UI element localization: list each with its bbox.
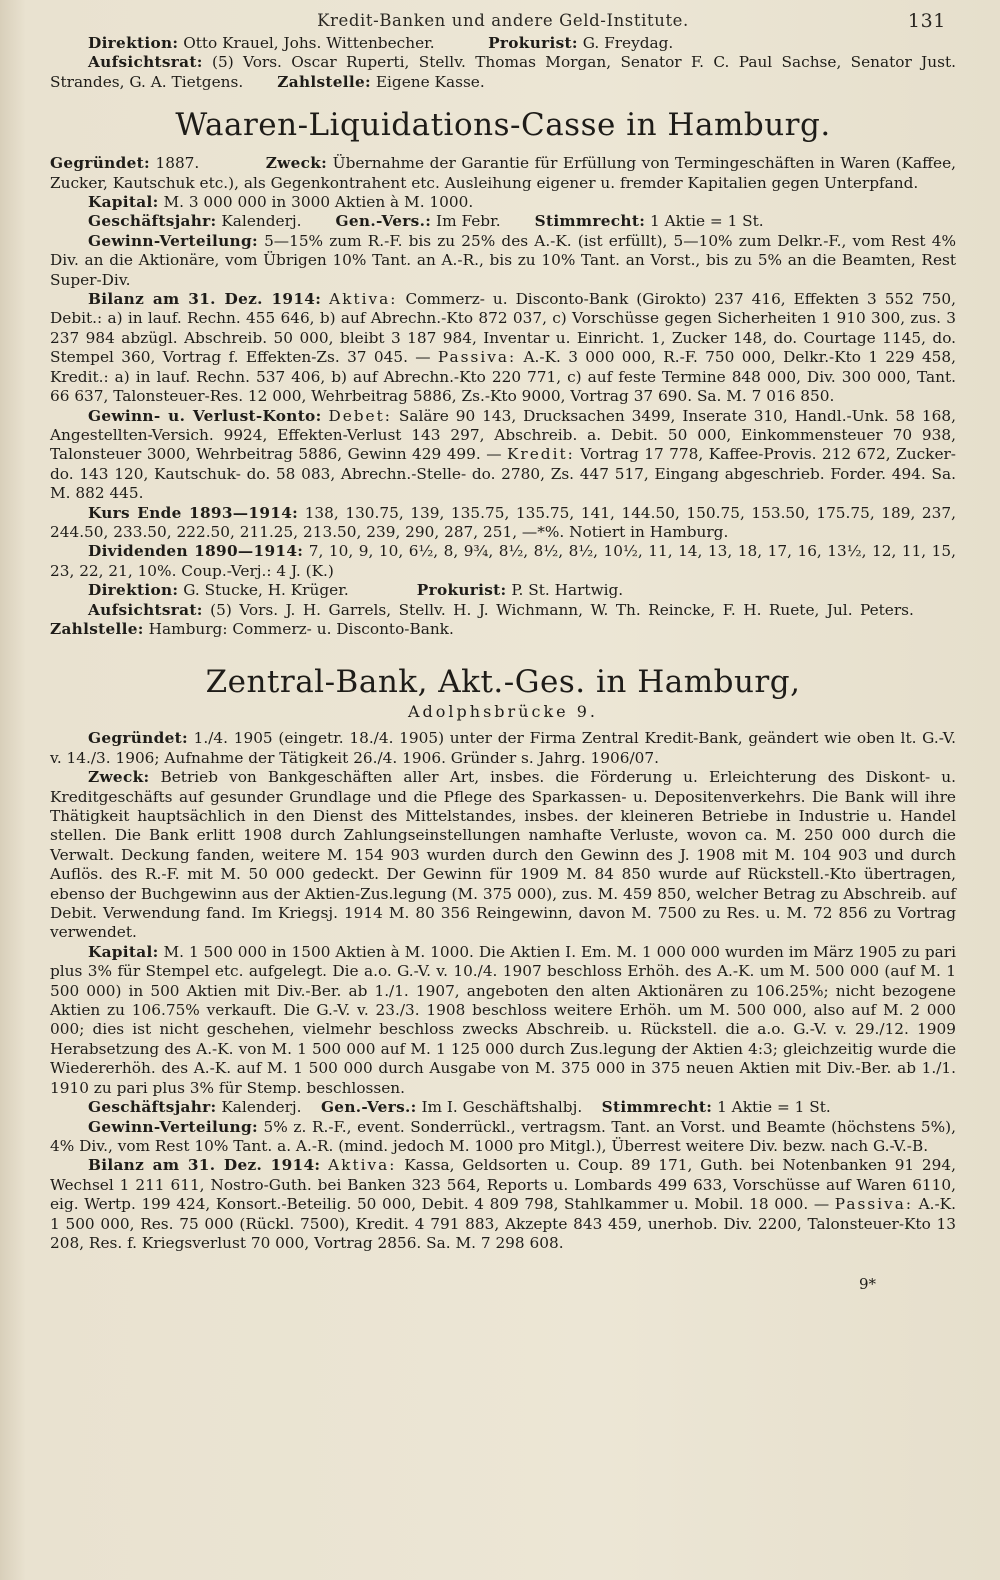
entry1-aufsichtsrat-label: Aufsichtsrat:	[88, 600, 203, 619]
entry1-geschaeftsjahr	[50, 212, 956, 231]
entry1-kredit-label: Kredit:	[507, 445, 575, 464]
entry2-zweck	[50, 768, 956, 943]
entry1-dividenden-label: Dividenden 1890—1914:	[88, 542, 304, 561]
entry2-title: Zentral-Bank, Akt.-Ges. in Hamburg,	[205, 664, 801, 701]
running-head-title: Kredit-Banken und andere Geld-Institute.	[317, 11, 689, 30]
prev-zahlstelle-text: Eigene Kasse.	[375, 72, 485, 91]
entry1-genvers-text: Im Febr.	[436, 212, 501, 231]
entry2-zweck-text: Betrieb von Bankgeschäften aller Art, insbes. die Förderung u. Erleichterung des Diskont- u. Kreditgeschäfts auf gesunder Grundlage und die Pflege des Sparkassen- u. Depositenverkehrs. Die Bank will ihre Thätigkeit hauptsächlich in den Dienst des Mittelstandes, insbes. der kleineren Betriebe in Industrie u. Handel stellen. Die Bank erlitt 1908 durch Zahlungseinstellungen namhafte Verluste, wovon ca. M. 250 000 durch die Verwalt. Deckung fanden, weitere M. 154 903 wurden durch den Gewinn des J. 1908 mit M. 104 903 und durch Auflös. des R.-F. mit M. 50 000 gedeckt. Der Gewinn für 1909 M. 84 850 wurde auf Rückstell.-Kto übertragen, ebenso der Buchgewinn aus der Aktien-Zus.legung (M. 375 000), zus. M. 459 850, welcher Betrag zu Abschreib. auf Debit. Verwendung fand. Im Kriegsj. 1914 M. 80 356 Reingewinn, davon M. 7500 zu Res. u. M. 72 856 zu Vortrag verwendet.	[50, 768, 956, 942]
entry1-geschaeftsjahr-text: Kalenderj.	[221, 212, 302, 231]
entry2-geschaeftsjahr	[50, 1098, 956, 1117]
entry1-gegruendet-label: Gegründet:	[50, 154, 150, 173]
entry1-gewinn-label: Gewinn-Verteilung:	[88, 231, 258, 250]
entry1-genvers-label: Gen.-Vers.:	[335, 212, 432, 231]
entry1-kurs	[50, 504, 956, 543]
entry2-gewinn-label: Gewinn-Verteilung:	[88, 1117, 258, 1136]
entry1-guv-debet: Saläre 90 143, Drucksachen 3499, Inserate 310, Handl.-Unk. 58 168, Angestellten-Versich. 9924, Effekten-Verlust 143 297, Abschreib. a. Debit. 50 000, Einkommensteuer 70 938, Talonsteuer 3000, Wehrbeitrag 5886, Gewinn 429 499. —	[50, 406, 956, 464]
entry2-aktiva-label: Aktiva:	[328, 1156, 397, 1175]
entry2-geschaeftsjahr-text: Kalenderj.	[221, 1098, 302, 1117]
entry2-kapital-label: Kapital:	[88, 942, 159, 961]
entry1-kapital-text: M. 3 000 000 in 3000 Aktien à M. 1000.	[163, 193, 474, 212]
entry1-stimmrecht-text: 1 Aktie = 1 St.	[650, 212, 764, 231]
prev-aufsichtsrat	[50, 53, 956, 92]
entry1-direktion-label: Direktion:	[88, 581, 179, 600]
prev-aufsichtsrat-label: Aufsichtsrat:	[88, 53, 203, 72]
entry1-bilanz	[50, 290, 956, 406]
entry1-passiva-label: Passiva:	[437, 348, 517, 367]
entry2-passiva-label: Passiva:	[834, 1195, 913, 1214]
entry2-bilanz-passiva: A.-K. 1 500 000, Res. 75 000 (Rückl. 7500), Kredit. 4 791 883, Akzepte 843 459, unerhob. Div. 2200, Talonsteuer-Kto 13 208, Res. f. Kriegsverlust 70 000, Vortrag 2856. Sa. M. 7 298 608.	[50, 1195, 956, 1252]
prev-aufsichtsrat-text: (5) Vors. Oscar Ruperti, Stellv. Thomas Morgan, Senator F. C. Paul Sachse, Senator Just. Strandes, G. A. Tietgens.	[50, 53, 956, 91]
entry2-zweck-label: Zweck:	[88, 768, 150, 787]
entry2-kapital	[50, 943, 956, 1098]
prev-prokurist-text: G. Freydag.	[582, 34, 674, 52]
entry1-guv-label: Gewinn- u. Verlust-Konto:	[88, 406, 322, 425]
entry2-gegruendet-text: 1./4. 1905 (eingetr. 18./4. 1905) unter der Firma Zentral Kredit-Bank, geändert wie oben lt. G.-V. v. 14./3. 1906; Aufnahme der Tätigkeit 26./4. 1906. Gründer s. Jahrg. 1906/07.	[50, 729, 956, 767]
entry2-stimmrecht-text: 1 Aktie = 1 St.	[717, 1098, 831, 1117]
prev-zahlstelle-label: Zahlstelle:	[277, 72, 371, 91]
entry1-aufsichtsrat	[50, 601, 956, 640]
entry1-zahlstelle-text: Hamburg: Commerz- u. Disconto-Bank.	[148, 619, 454, 638]
entry1-aufsichtsrat-text: (5) Vors. J. H. Garrels, Stellv. H. J. Wichmann, W. Th. Reincke, F. H. Ruete, Jul. Peters.	[210, 600, 914, 619]
entry2-bilanz	[50, 1156, 956, 1253]
entry1-guv-kredit: Vortrag 17 778, Kaffee-Provis. 212 672, Zucker- do. 143 120, Kautschuk- do. 58 083, Abrechn.-Stelle- do. 2780, Zs. 447 517, Eingang abgeschrieb. Forder. 494. Sa. M. 882 445.	[50, 445, 956, 503]
entry2-gewinn	[50, 1118, 956, 1157]
entry1-direktion-text: G. Stucke, H. Krüger.	[183, 581, 349, 600]
entry1-gewinn	[50, 232, 956, 290]
entry1-kapital-label: Kapital:	[88, 193, 159, 212]
entry1-dividenden-text: 7, 10, 9, 10, 6½, 8, 9¾, 8½, 8½, 8½, 10½, 11, 14, 13, 18, 17, 16, 13½, 12, 11, 15, 23, 22, 21, 10%. Coup.-Verj.: 4 J. (K.)	[50, 542, 957, 580]
entry1-title: Waaren-Liquidations-Casse in Hamburg.	[175, 107, 831, 144]
entry1-gegruendet-text: 1887.	[155, 154, 200, 173]
prev-direktion	[50, 34, 956, 53]
page-number: 131	[907, 10, 946, 32]
entry1-kurs-label: Kurs Ende 1893—1914:	[88, 503, 299, 522]
entry1-prokurist-label: Prokurist:	[416, 581, 507, 600]
entry1-dividenden	[50, 542, 956, 581]
entry1-direktion	[50, 581, 956, 600]
entry2-address: Adolphsbrücke 9.	[408, 702, 598, 722]
entry1-stimmrecht-label: Stimmrecht:	[534, 212, 646, 231]
entry1-bilanz-label: Bilanz am 31. Dez. 1914:	[88, 290, 322, 309]
entry2-gegruendet	[50, 729, 956, 768]
entry1-gegruendet-zweck	[50, 154, 956, 193]
entry2-bilanz-aktiva: Kassa, Geldsorten u. Coup. 89 171, Guth. bei Notenbanken 91 294, Wechsel 1 211 611, Nostro-Guth. bei Banken 323 564, Reports u. Lombards 499 633, Vorschüsse auf Waren 6110, eig. Wertp. 199 424, Konsort.-Beteilig. 50 000, Debit. 4 809 798, Stahlkammer u. Mobil. 18 000. —	[50, 1156, 956, 1214]
entry1-kapital	[50, 193, 956, 212]
entry2-genvers-text: Im I. Geschäftshalbj.	[421, 1098, 583, 1117]
entry1-bilanz-aktiva: Commerz- u. Disconto-Bank (Girokto) 237 416, Effekten 3 552 750, Debit.: a) in lauf. Rechn. 455 646, b) auf Abrechn.-Kto 872 037, c) Vorschüsse gegen Sicherheiten 1 910 300, zus. 3 237 984 abzügl. Abschreib. 50 000, bleibt 3 187 984, Inventar u. Einricht. 1, Zucker 148, do. Courtage 1145, do. Stempel 360, Vortrag f. Effekten-Zs. 37 045. —	[50, 290, 956, 367]
entry1-zweck-text: Übernahme der Garantie für Erfüllung von Termingeschäften in Waren (Kaffee, Zucker, Kautschuk etc.), als Gegenkontrahent etc. Ausleihung eigener u. fremder Kapitalien gegen Unterpfand.	[50, 154, 956, 192]
entry1-guv	[50, 407, 956, 504]
entry2-gegruendet-label: Gegründet:	[88, 729, 188, 748]
entry2-stimmrecht-label: Stimmrecht:	[601, 1098, 713, 1117]
prev-direktion-label: Direktion:	[88, 34, 179, 52]
entry1-bilanz-passiva: A.-K. 3 000 000, R.-F. 750 000, Delkr.-Kto 1 229 458, Kredit.: a) in lauf. Rechn. 537 406, b) auf Abrechn.-Kto 220 771, c) auf feste Termine 848 000, Div. 300 000, Tant. 66 637, Talonsteuer-Res. 12 000, Wehrbeitrag 5886, Zs.-Kto 9000, Vortrag 37 690. Sa. M. 7 016 850.	[50, 348, 956, 406]
entry1-prokurist-text: P. St. Hartwig.	[511, 581, 624, 600]
entry1-gewinn-text: 5—15% zum R.-F. bis zu 25% des A.-K. (ist erfüllt), 5—10% zum Delkr.-F., vom Rest 4% Div. an die Aktionäre, vom Übrigen 10% Tant. an A.-R., bis zu 10% Tant. an Vorst., bis zu 5% an die Beamten, Rest Super-Div.	[50, 231, 956, 289]
entry1-zahlstelle-label: Zahlstelle:	[50, 619, 144, 638]
entry2-genvers-label: Gen.-Vers.:	[320, 1098, 417, 1117]
entry2-kapital-text: M. 1 500 000 in 1500 Aktien à M. 1000. Die Aktien I. Em. M. 1 000 000 wurden im März 1905 zu pari plus 3% für Stempel etc. aufgelegt. Die a.o. G.-V. v. 10./4. 1907 beschloss Erhöh. des A.-K. um M. 500 000 (auf M. 1 500 000) in 500 Aktien mit Div.-Ber. ab 1./1. 1907, angeboten den alten Aktionären zu 106.25%; nicht bezogene Aktien zu 106.75% verkauft. Die G.-V. v. 23./3. 1908 beschloss weitere Erhöh. um M. 500 000, also auf M. 2 000 000; dies ist nicht geschehen, vielmehr beschloss zwecks Abschreib. u. Rückstell. die a.o. G.-V. v. 29./12. 1909 Herabsetzung des A.-K. von M. 1 500 000 auf M. 1 125 000 durch Zus.legung der Aktien 4:3; gleichzeitig wurde die Wiedererhöh. des A.-K. auf M. 1 500 000 durch Ausgabe von M. 375 000 in 375 neuen Aktien mit Div.-Ber. ab 1./1. 1910 zu pari plus 3% für Stemp. beschlossen.	[50, 942, 956, 1097]
entry2-gewinn-text: 5% z. R.-F., event. Sonderrückl., vertragsm. Tant. an Vorst. und Beamte (höchstens 5%), 4% Div., vom Rest 10% Tant. a. A.-R. (mind. jedoch M. 1000 pro Mitgl.), Überrest weitere Div. bezw. nach G.-V.-B.	[50, 1117, 956, 1155]
running-head	[50, 8, 956, 34]
entry1-kurs-text: 138, 130.75, 139, 135.75, 135.75, 141, 144.50, 150.75, 153.50, 175.75, 189, 237, 244.50, 233.50, 222.50, 211.25, 213.50, 239, 290, 287, 251, —*%. Notiert in Hamburg.	[50, 503, 956, 541]
entry1-geschaeftsjahr-label: Geschäftsjahr:	[88, 212, 217, 231]
entry2-bilanz-label: Bilanz am 31. Dez. 1914:	[88, 1156, 321, 1175]
entry1-aktiva-label: Aktiva:	[329, 290, 398, 309]
prev-direktion-text: Otto Krauel, Johs. Wittenbecher.	[183, 34, 435, 52]
entry1-debet-label: Debet:	[328, 406, 392, 425]
prev-prokurist-label: Prokurist:	[488, 34, 578, 52]
signature-mark: 9*	[858, 1275, 876, 1294]
entry2-geschaeftsjahr-label: Geschäftsjahr:	[88, 1098, 217, 1117]
entry1-zweck-label: Zweck:	[265, 154, 328, 173]
